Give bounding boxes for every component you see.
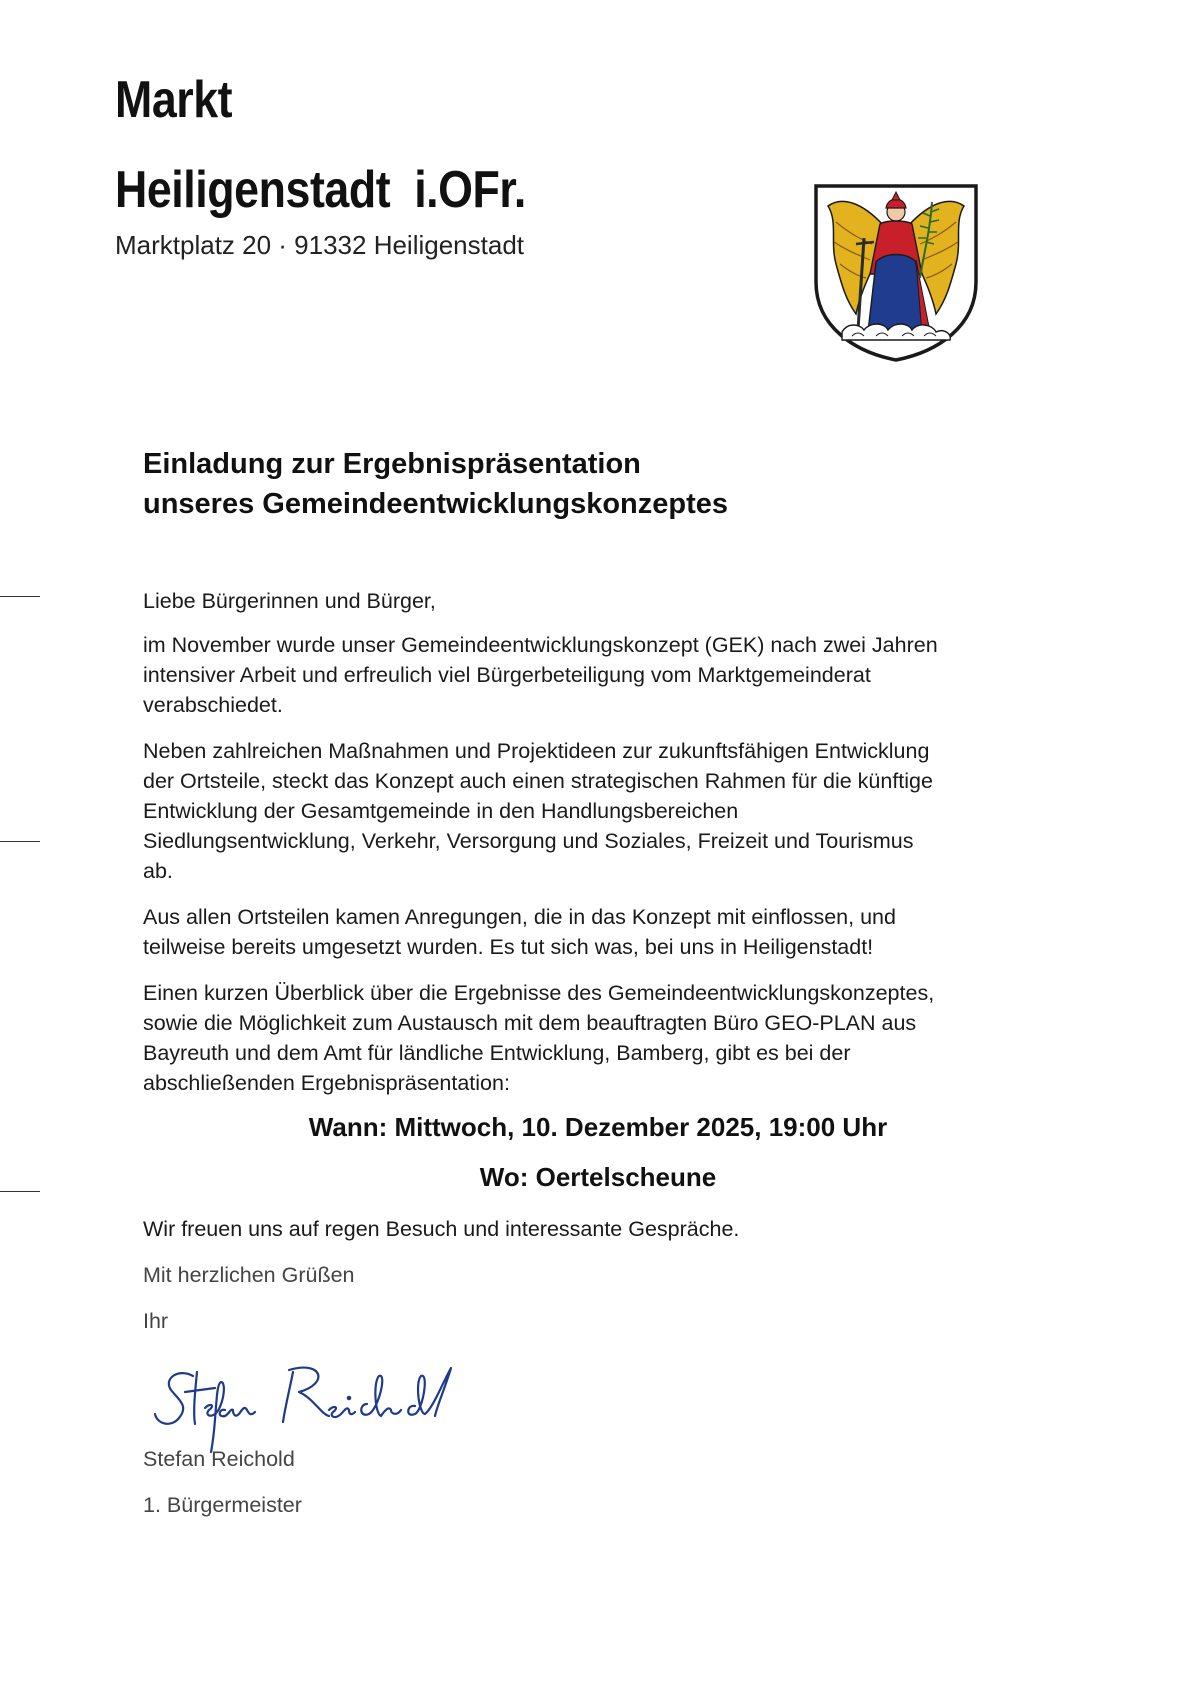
paragraph-4 — [143, 978, 1063, 1098]
text-line: Neben zahlreichen Maßnahmen und Projektideen zur zukunftsfähigen Entwicklung — [143, 739, 930, 763]
text-line: der Ortsteile, steckt das Konzept auch einen strategischen Rahmen für die künftige — [143, 769, 933, 793]
closing-greeting: Mit herzlichen Grüßen — [143, 1263, 355, 1287]
letterhead-line1: Markt — [115, 71, 233, 129]
text-line: sowie die Möglichkeit zum Austausch mit dem beauftragten Büro GEO-PLAN aus — [143, 1011, 917, 1035]
signer-name: Stefan Reichold — [143, 1447, 295, 1471]
letter-body — [143, 444, 1063, 1517]
fold-mark-top — [0, 596, 40, 597]
text-line: Siedlungsentwicklung, Verkehr, Versorgung und Soziales, Freizeit und Tourismus — [143, 829, 914, 853]
closing-ihr: Ihr — [143, 1309, 169, 1333]
letterhead-address: Marktplatz 20 · 91332 Heiligenstadt — [115, 230, 525, 260]
text-line: im November wurde unser Gemeindeentwicklungskonzept (GEK) nach zwei Jahren — [143, 633, 938, 657]
paragraph-2 — [143, 736, 1063, 886]
fold-mark-bottom — [0, 1191, 40, 1192]
text-line: Entwicklung der Gesamtgemeinde in den Handlungsbereichen — [143, 799, 739, 823]
salutation: Liebe Bürgerinnen und Bürger, — [143, 589, 436, 613]
event-when: Wann: Mittwoch, 10. Dezember 2025, 19:00 Uhr — [308, 1112, 888, 1142]
text-line: ab. — [143, 859, 173, 883]
signer-role: 1. Bürgermeister — [143, 1493, 302, 1517]
closing-invite: Wir freuen uns auf regen Besuch und interessante Gespräche. — [143, 1217, 740, 1241]
text-line: verabschiedet. — [143, 693, 283, 717]
paragraph-3 — [143, 902, 1063, 962]
letter-title — [143, 444, 1063, 524]
text-line: abschließenden Ergebnispräsentation: — [143, 1071, 510, 1095]
text-line: Einen kurzen Überblick über die Ergebnisse des Gemeindeentwicklungskonzeptes, — [143, 981, 935, 1005]
coat-of-arms-icon — [812, 182, 980, 364]
paragraph-1 — [143, 630, 1063, 720]
title-line: unseres Gemeindeentwicklungskonzeptes — [143, 488, 729, 520]
title-line: Einladung zur Ergebnispräsentation — [143, 448, 641, 480]
text-line: teilweise bereits umgesetzt wurden. Es tut sich was, bei uns in Heiligenstadt! — [143, 935, 874, 959]
text-line: Aus allen Ortsteilen kamen Anregungen, die in das Konzept mit einflossen, und — [143, 905, 896, 929]
handwritten-signature — [153, 1352, 483, 1462]
text-line: intensiver Arbeit und erfreulich viel Bürgerbeteiligung vom Marktgemeinderat — [143, 663, 871, 687]
letterhead-line2: Heiligenstadt i.OFr. — [115, 161, 526, 219]
event-where: Wo: Oertelscheune — [479, 1162, 717, 1192]
text-line: Bayreuth und dem Amt für ländliche Entwicklung, Bamberg, gibt es bei der — [143, 1041, 851, 1065]
punch-mark-middle — [0, 841, 40, 842]
